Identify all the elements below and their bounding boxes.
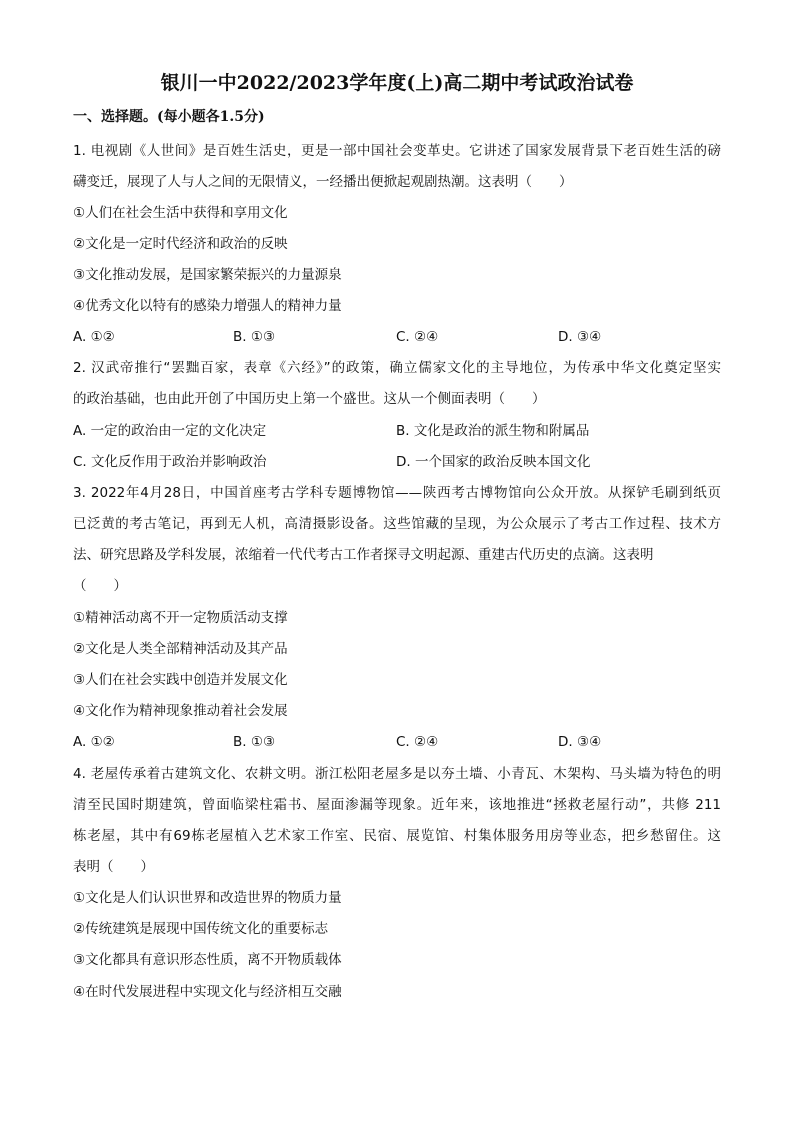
option-b: B. ①③: [233, 329, 276, 345]
statement: ③文化都具有意识形态性质，离不开物质载体: [73, 952, 342, 968]
option-a: A. ①②: [73, 329, 115, 345]
option-d: D. ③④: [558, 734, 602, 750]
option-c: C. ②④: [396, 329, 439, 345]
question-stem-line: 清至民国时期建筑，曾面临梁柱霜书、屋面渗漏等现象。近年来，该地推进“拯救老屋行动”，共修 211: [73, 797, 721, 813]
statement: ②传统建筑是展现中国传统文化的重要标志: [73, 921, 329, 937]
option-a: A. ①②: [73, 734, 115, 750]
question-stem-line: （ ）: [73, 578, 127, 594]
option-d: D. 一个国家的政治反映本国文化: [396, 454, 591, 470]
statement: ②文化是一定时代经济和政治的反映: [73, 236, 288, 252]
exam-title: 银川一中2022/2023学年度(上)高二期中考试政治试卷: [160, 72, 634, 94]
statement: ③文化推动发展，是国家繁荣振兴的力量源泉: [73, 267, 342, 283]
question-stem-line: 1. 电视剧《人世间》是百姓生活史，更是一部中国社会变革史。它讲述了国家发展背景下老百姓生活的磅: [73, 143, 721, 159]
question-stem-line: 的政治基础，也由此开创了中国历史上第一个盛世。这从一个侧面表明（ ）: [73, 391, 546, 407]
statement: ①人们在社会生活中获得和享用文化: [73, 205, 288, 221]
statement: ①精神活动离不开一定物质活动支撑: [73, 610, 288, 626]
question-stem-line: 3. 2022年4月28日，中国首座考古学科专题博物馆——陕西考古博物馆向公众开放。从探铲毛刷到纸页: [73, 485, 721, 501]
option-b: B. 文化是政治的派生物和附属品: [396, 423, 590, 439]
question-stem-line: 礴变迁，展现了人与人之间的无限情义，一经播出便掀起观剧热潮。这表明（ ）: [73, 174, 573, 190]
question-stem-line: 表明（ ）: [73, 859, 154, 875]
option-a: A. 一定的政治由一定的文化决定: [73, 423, 267, 439]
statement: ②文化是人类全部精神活动及其产品: [73, 641, 288, 657]
question-stem-line: 2. 汉武帝推行“罢黜百家，表章《六经》”的政策，确立儒家文化的主导地位，为传承中华文化奠定坚实: [73, 360, 721, 376]
question-stem-line: 4. 老屋传承着古建筑文化、农耕文明。浙江松阳老屋多是以夯土墙、小青瓦、木架构、马头墙为特色的明: [73, 766, 721, 782]
section-heading: 一、选择题。(每小题各1.5分): [73, 109, 265, 125]
option-d: D. ③④: [558, 329, 602, 345]
statement: ③人们在社会实践中创造并发展文化: [73, 672, 288, 688]
statement: ④文化作为精神现象推动着社会发展: [73, 703, 288, 719]
question-stem-line: 法、研究思路及学科发展，浓缩着一代代考古工作者探寻文明起源、重建古代历史的点滴。这表明: [73, 547, 654, 563]
option-b: B. ①③: [233, 734, 276, 750]
statement: ④优秀文化以特有的感染力增强人的精神力量: [73, 298, 342, 314]
question-stem-line: 栋老屋，其中有69栋老屋植入艺术家工作室、民宿、展览馆、村集体服务用房等业态，把乡愁留住。这: [73, 828, 721, 844]
question-stem-line: 已泛黄的考古笔记，再到无人机，高清摄影设备。这些馆藏的呈现，为公众展示了考古工作过程、技术方: [73, 516, 721, 532]
statement: ①文化是人们认识世界和改造世界的物质力量: [73, 890, 342, 906]
option-c: C. ②④: [396, 734, 439, 750]
option-c: C. 文化反作用于政治并影响政治: [73, 454, 267, 470]
statement: ④在时代发展进程中实现文化与经济相互交融: [73, 984, 342, 1000]
